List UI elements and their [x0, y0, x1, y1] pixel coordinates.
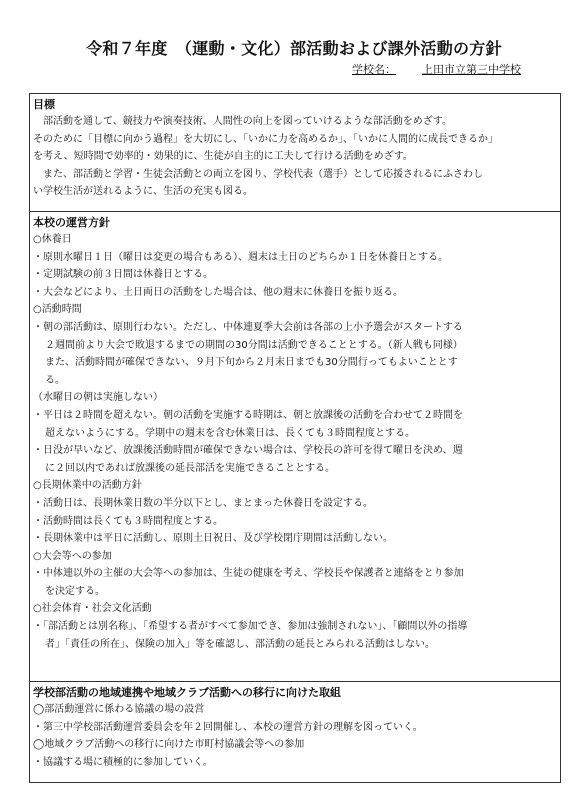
- long-vacation-line: ・長期休業中は平日に活動し、原則土日祝日、及び学校閉庁期間は活動しない。: [33, 533, 393, 545]
- community-line: ・「部活動とは別名称」、「希望する者がすべて参加でき、参加は強制されない」、「顧問以外の指導: [33, 621, 468, 633]
- hours-line: る。: [45, 374, 65, 386]
- long-vacation-line: ・活動日は、長期休業日数の半分以下とし、まとまった休養日を設定する。: [33, 497, 373, 509]
- community-line: 者」「責任の所在」、保険の加入」等を確認し、部活動の延長とみられる活動はしない。: [45, 638, 435, 650]
- hours-line: また、活動時間が確保できない、９月下旬から２月末日までも30分間行ってもよいこととす: [45, 357, 458, 369]
- council-line: ・第三中学校部活動運営委員会を年２回開催し、本校の運営方針の理解を図っていく。: [33, 721, 423, 733]
- school-info: [352, 61, 521, 77]
- goals-line: 部活動を通して、競技力や演奏技術、人間性の向上を図っていけるような部活動をめざす。: [43, 116, 452, 127]
- tournaments-heading: ○大会等への参加: [33, 550, 112, 562]
- goals-line: い学校生活が送れるように、生活の充実も図る。: [33, 186, 253, 198]
- goals-line: そのために「目標に向かう過程」を大切にし、「いかに力を高めるか」、「いかに人間的に成長できるか」: [33, 133, 498, 145]
- school-name: 上田市立第三中学校: [422, 63, 521, 76]
- city-heading: ◯地域クラブ活動への移行に向けた市町村協議会等への参加: [33, 739, 305, 751]
- hours-line: （水曜日の朝は実施しない）: [33, 392, 163, 404]
- tournaments-line: を決定する。: [45, 585, 105, 597]
- school-label: 学校名：: [352, 63, 396, 76]
- city-line: ・協議する場に積極的に参加していく。: [33, 756, 213, 768]
- holidays-line: ・大会などにより、土日両日の活動をした場合は、他の週末に休養日を振り返る。: [33, 286, 403, 298]
- hours-line: 超えないようにする。学期中の週末を含む休業日は、長くても３時間程度とする。: [45, 427, 415, 439]
- long-vacation-line: ・活動時間は長くても３時間程度とする。: [33, 515, 223, 527]
- long-vacation-heading: ○長期休業中の活動方針: [33, 480, 142, 492]
- transition-section: [30, 682, 560, 771]
- council-heading: ◯部活動運営に係わる協議の場の設営: [33, 704, 205, 715]
- hours-line: ・平日は２時間を超えない。朝の活動を実施する時期は、朝と放課後の活動を合わせて２時間を: [33, 409, 463, 421]
- hours-heading: ○活動時間: [33, 304, 82, 316]
- holidays-heading: ○休養日: [33, 234, 72, 245]
- goals-line: また、部活動と学習・生徒会活動との両立を図り、学校代表（選手）として応援されるにふさわし: [43, 168, 483, 180]
- policy-table: [29, 93, 561, 783]
- policy-heading: 本校の運営方針: [33, 216, 110, 229]
- policy-section: [30, 212, 560, 653]
- document-title: 令和７年度 （運動・文化）部活動および課外活動の方針: [86, 39, 502, 58]
- hours-line: ・日没が早いなど、放課後活動時間が確保できない場合は、学校長の許可を得て曜日を決め、週: [33, 445, 463, 457]
- holidays-line: ・原則水曜日１日（曜日は変更の場合もある）、週末は土日のどちらか１日を休養日とする。: [33, 251, 448, 263]
- transition-heading: 学校部活動の地域連携や地域クラブ活動への移行に向けた取組: [33, 686, 341, 699]
- tournaments-line: ・中体連以外の主催の大会等への参加は、生徒の健康を考え、学校長や保護者と連絡をとり参加: [33, 568, 464, 580]
- hours-line: に２回以内であれば放課後の延長部活を実施できることとする。: [45, 462, 335, 474]
- goals-section: [30, 94, 560, 201]
- community-heading: ○社会体育・社会文化活動: [33, 603, 152, 615]
- holidays-line: ・定期試験の前３日間は休養日とする。: [33, 269, 213, 281]
- hours-line: ・朝の部活動は、原則行わない。ただし、中体連夏季大会前は各部の上小予選会がスタートする: [33, 321, 463, 333]
- goals-heading: 目標: [33, 98, 55, 111]
- hours-line: ２週間前より大会で敗退するまでの期間の30分間は活動できることとする。（新人戦も同様）: [45, 339, 463, 351]
- goals-line: を考え、短時間で効率的・効果的に、生徒が自主的に工夫して行ける活動をめざす。: [33, 151, 413, 163]
